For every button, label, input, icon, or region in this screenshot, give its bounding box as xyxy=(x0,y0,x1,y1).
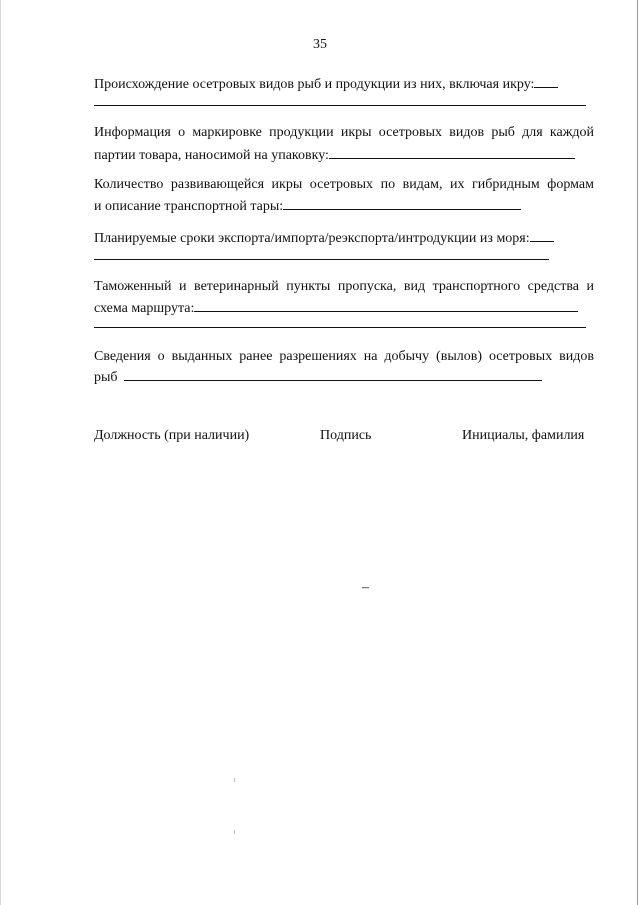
customs-label-line-2: схема маршрута: xyxy=(94,301,195,316)
customs-blank[interactable] xyxy=(194,298,578,312)
customs-blank-line-2[interactable] xyxy=(94,327,586,328)
customs-label-line-1: Таможенный и ветеринарный пункты пропуска, вид транспортного средства и xyxy=(94,279,594,294)
timing-blank-line-2[interactable] xyxy=(94,259,549,260)
signature-label: Подпись xyxy=(320,428,372,443)
timing-field-row xyxy=(94,228,554,248)
quantity-label-line-2: и описание транспортной тары: xyxy=(94,199,284,214)
marking-label-line-1: Информация о маркировке продукции икры осетровых видов рыб для каждой xyxy=(94,125,594,140)
permits-blank[interactable] xyxy=(124,367,542,381)
page-edge-right xyxy=(637,0,638,905)
quantity-blank[interactable] xyxy=(283,196,521,210)
scan-speck xyxy=(234,778,235,782)
position-label: Должность (при наличии) xyxy=(94,428,250,443)
footer-dash: – xyxy=(362,580,369,595)
marking-label-line-2: партии товара, наносимой на упаковку: xyxy=(94,148,329,163)
marking-field-row xyxy=(94,145,575,165)
marking-blank[interactable] xyxy=(329,145,575,159)
origin-blank[interactable] xyxy=(534,74,558,88)
timing-label: Планируемые сроки экспорта/импорта/реэкспорта/интродукции из моря: xyxy=(94,231,530,246)
quantity-label-line-1: Количество развивающейся икры осетровых по видам, их гибридным формам xyxy=(94,177,594,192)
page-number: 35 xyxy=(313,37,327,52)
customs-field-row xyxy=(94,298,578,318)
origin-field-row xyxy=(94,74,558,94)
origin-blank-line-2[interactable] xyxy=(94,105,586,106)
permits-label-line-1: Сведения о выданных ранее разрешениях на добычу (вылов) осетровых видов xyxy=(94,349,594,364)
permits-field-row xyxy=(94,367,542,387)
permits-label-line-2: рыб xyxy=(94,370,118,385)
page-edge-left xyxy=(0,0,1,905)
timing-blank[interactable] xyxy=(530,228,554,242)
name-label: Инициалы, фамилия xyxy=(462,428,585,443)
scan-speck xyxy=(234,830,235,834)
origin-label: Происхождение осетровых видов рыб и продукции из них, включая икру: xyxy=(94,77,535,92)
quantity-field-row xyxy=(94,196,521,216)
